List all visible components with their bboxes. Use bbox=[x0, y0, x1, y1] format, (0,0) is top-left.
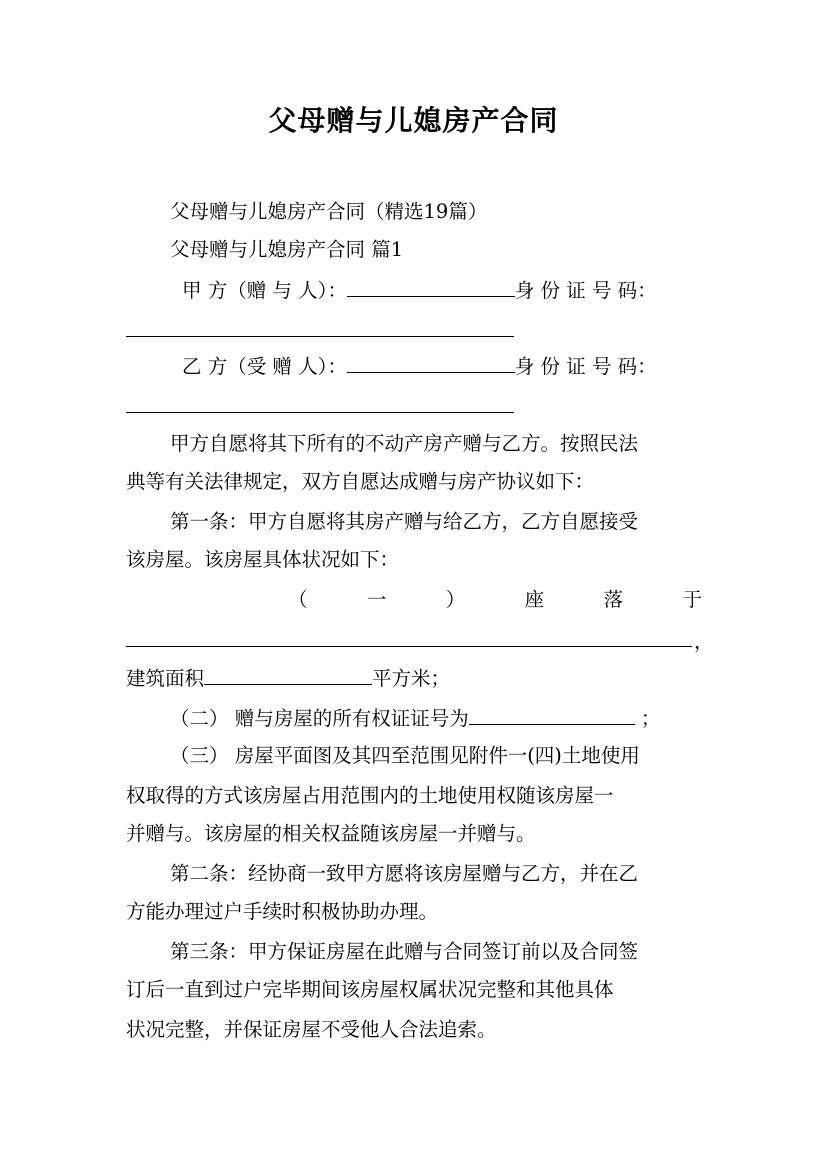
item-2-line bbox=[170, 706, 700, 731]
party-b-line bbox=[182, 354, 702, 379]
area-prefix: 建筑面积 bbox=[126, 667, 205, 690]
area-line bbox=[126, 666, 700, 691]
article-3-line: 第三条：甲方保证房屋在此赠与合同签订前以及合同签 bbox=[170, 940, 639, 963]
intro-paragraph-line: 甲方自愿将其下所有的不动产房产赠与乙方。按照民法 bbox=[170, 432, 639, 455]
item-2-prefix: （二） 赠与房屋的所有权证证号为 bbox=[170, 707, 469, 730]
article-1-line: 该房屋。该房屋具体状况如下： bbox=[126, 548, 400, 571]
item-2-suffix: ； bbox=[640, 707, 661, 730]
area-blank bbox=[204, 666, 372, 685]
item-1-char: 落 bbox=[603, 588, 624, 611]
area-suffix: 平方米； bbox=[372, 667, 451, 690]
item-3-line: 并赠与。该房屋的相关权益随该房屋一并赠与。 bbox=[126, 822, 536, 845]
article-3-line: 状况完整，并保证房屋不受他人合法追索。 bbox=[126, 1018, 497, 1041]
document-title: 父母赠与儿媳房产合同 bbox=[268, 104, 559, 137]
location-comma: ， bbox=[694, 630, 714, 653]
article-2-line: 第二条：经协商一致甲方愿将该房屋赠与乙方，并在乙 bbox=[170, 862, 639, 885]
item-3-line: （三） 房屋平面图及其四至范围见附件一(四)土地使用 bbox=[170, 744, 640, 767]
article-3-line: 订后一直到过户完毕期间该房屋权属状况完整和其他具体 bbox=[126, 978, 614, 1001]
item-3-line: 权取得的方式该房屋占用范围内的土地使用权随该房屋一 bbox=[126, 784, 614, 807]
document-subtitle: 父母赠与儿媳房产合同（精选19篇） bbox=[170, 200, 488, 223]
item-1-line bbox=[288, 588, 702, 612]
party-a-id-blank bbox=[126, 336, 514, 337]
item-1-char: 一 bbox=[366, 588, 387, 611]
party-a-id-label: 身 份 证 号 码： bbox=[514, 279, 657, 302]
party-b-label: 乙 方（受 赠 人）： bbox=[182, 355, 347, 378]
item-1-char: （ bbox=[288, 588, 308, 611]
party-b-name-blank bbox=[347, 354, 515, 373]
intro-paragraph-line: 典等有关法律规定，双方自愿达成赠与房产协议如下： bbox=[126, 470, 595, 493]
certificate-number-blank bbox=[469, 706, 635, 725]
party-a-line bbox=[182, 278, 702, 303]
article-2-line: 方能办理过户手续时积极协助办理。 bbox=[126, 900, 439, 923]
section-heading: 父母赠与儿媳房产合同 篇1 bbox=[170, 238, 404, 261]
party-b-id-label: 身 份 证 号 码： bbox=[514, 355, 657, 378]
item-1-char: 于 bbox=[682, 588, 702, 611]
location-blank bbox=[126, 646, 692, 647]
party-a-name-blank bbox=[347, 278, 515, 297]
article-1-line: 第一条：甲方自愿将其房产赠与给乙方，乙方自愿接受 bbox=[170, 510, 639, 533]
party-b-id-blank bbox=[126, 412, 514, 413]
party-a-label: 甲 方（赠 与 人）： bbox=[182, 279, 347, 302]
item-1-char: 座 bbox=[524, 588, 545, 611]
item-1-char: ） bbox=[445, 588, 466, 611]
